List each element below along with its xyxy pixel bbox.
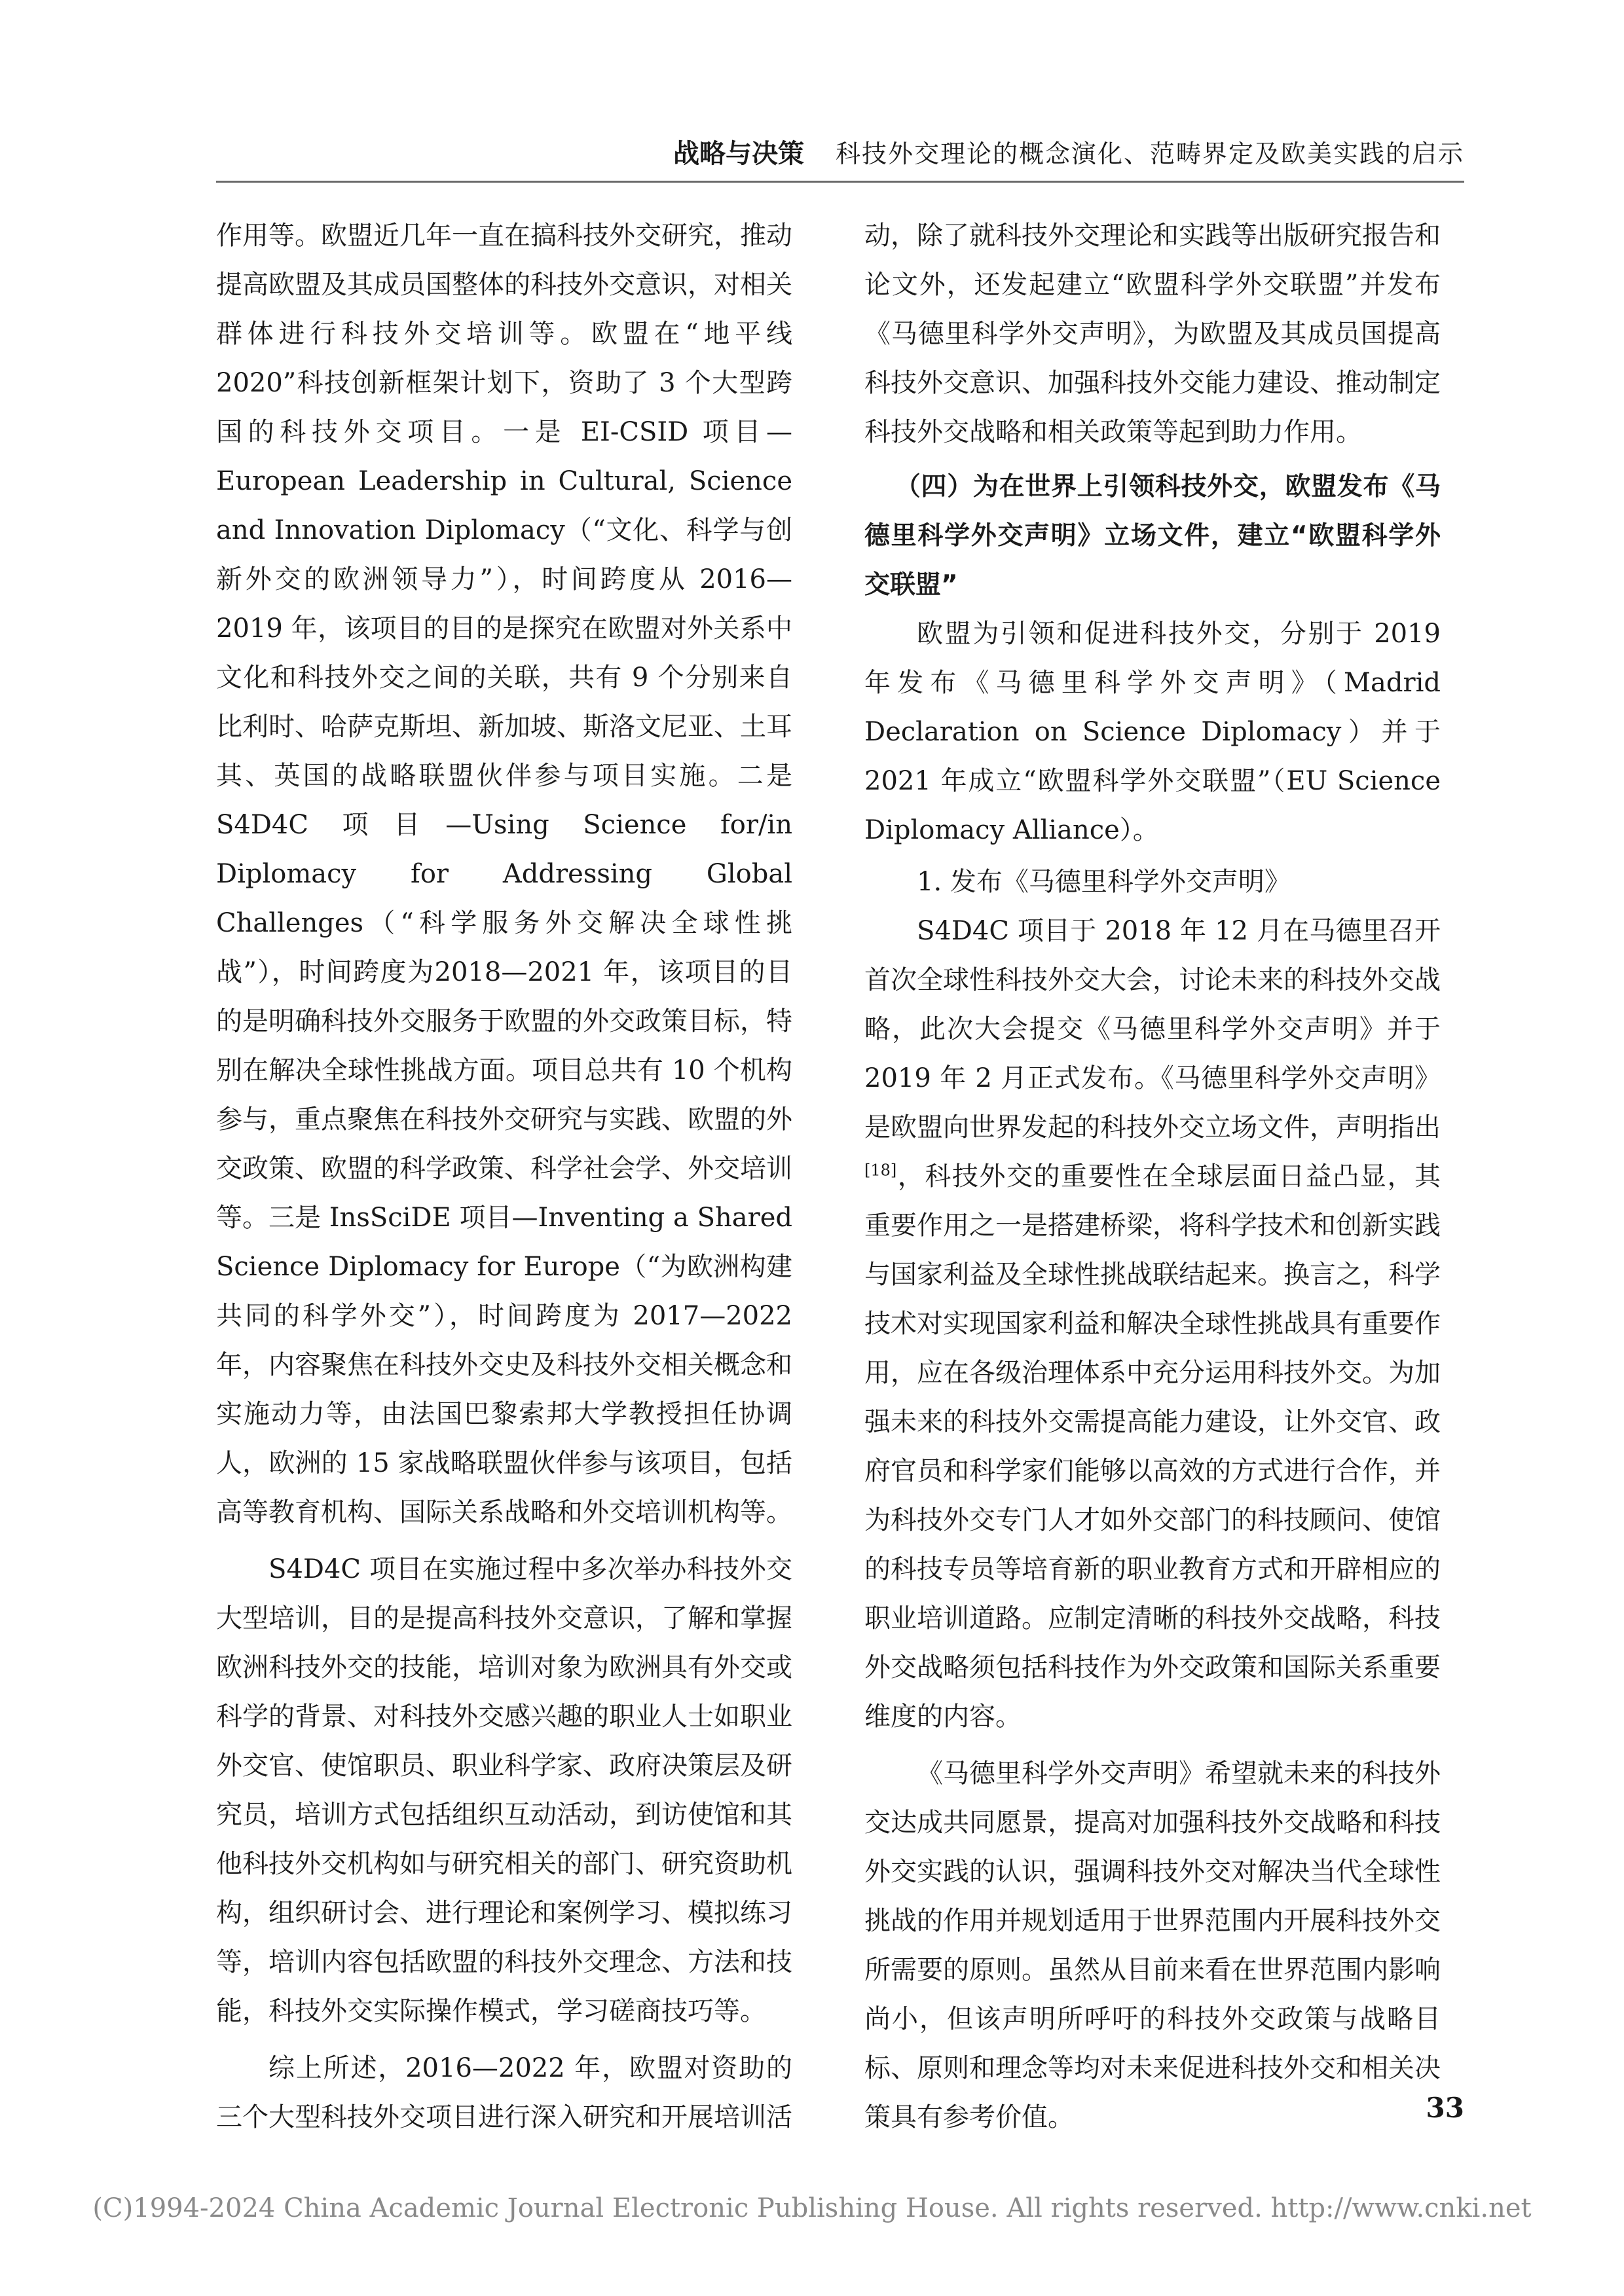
paragraph: 欧盟为引领和促进科技外交，分别于 2019 年发布《马德里科学外交声明》（Madrid Declaration on Science Diplomacy）并于 2021 年成立“欧盟科学外交联盟”（EU Science Diplomacy Alliance）。 — [864, 619, 1441, 845]
paragraph-text: ，科技外交的重要性在全球层面日益凸显，其重要作用之一是搭建桥梁，将科学技术和创新实践与国家利益及全球性挑战联结起来。换言之，科学技术对实现国家利益和解决全球性挑战具有重要作用，应在各级治理体系中充分运用科技外交。为加强未来的科技外交需提高能力建设，让外交官、政府官员和科学家们能够以高效的方式进行合作，并为科技外交专门人才如外交部门的科技顾问、使馆的科技专员等培育新的职业教育方式和开辟相应的职业培训道路。应制定清晰的科技外交战略，科技外交战略须包括科技作为外交政策和国际关系重要维度的内容。 — [864, 1161, 1441, 1732]
journal-section: 战略与决策 — [673, 138, 804, 169]
header-rule — [216, 181, 1464, 183]
article-title: 科技外交理论的概念演化、范畴界定及欧美实践的启示 — [835, 139, 1464, 168]
copyright-footer: (C)1994-2024 China Academic Journal Electronic Publishing House. All rights reserved. http://www.cnki.net — [92, 2193, 1532, 2223]
paragraph: 作用等。欧盟近几年一直在搞科技外交研究，推动提高欧盟及其成员国整体的科技外交意识，对相关群体进行科技外交培训等。欧盟在“地平线2020”科技创新框架计划下，资助了 3 个大型跨国的科技外交项目。一是 EI-CSID 项目—European Leadership in Cultural, Science and Innovation Diplomacy（“文化、科学与创新外交的欧洲领导力”），时间跨度从 2016—2019 年，该项目的目的是探究在欧盟对外关系中文化和科技外交之间的关联，共有 9 个分别来自比利时、哈萨克斯坦、新加坡、斯洛文尼亚、土耳其、英国的战略联盟伙伴参与项目实施。二是 S4D4C 项目—Using Science for/in Diplomacy for Addressing Global Challenges（“科学服务外交解决全球性挑战”），时间跨度为2018—2021 年，该项目的目的是明确科技外交服务于欧盟的外交政策目标，特别在解决全球性挑战方面。项目总共有 10 个机构参与，重点聚焦在科技外交研究与实践、欧盟的外交政策、欧盟的科学政策、科学社会学、外交培训等。三是 InsSciDE 项目—Inventing a Shared Science Diplomacy for Europe（“为欧洲构建共同的科学外交”），时间跨度为 2017—2022 年，内容聚焦在科技外交史及科技外交相关概念和实施动力等，由法国巴黎索邦大学教授担任协调人，欧洲的 15 家战略联盟伙伴参与该项目，包括高等教育机构、国际关系战略和外交培训机构等。 — [216, 221, 792, 1527]
running-header — [216, 130, 1464, 173]
paragraph: 综上所述，2016—2022 年，欧盟对资助的三个大型科技外交项目进行深入研究和开展培训活 — [216, 2053, 792, 2132]
paragraph: S4D4C 项目在实施过程中多次举办科技外交大型培训，目的是提高科技外交意识，了解和掌握欧洲科技外交的技能，培训对象为欧洲具有外交或科学的背景、对科技外交感兴趣的职业人士如职业外交官、使馆职员、职业科学家、政府决策层及研究员，培训方式包括组织互动活动，到访使馆和其他科技外交机构如与研究相关的部门、研究资助机构，组织研讨会、进行理论和案例学习、模拟练习等，培训内容包括欧盟的科技外交理念、方法和技能，科技外交实际操作模式，学习磋商技巧等。 — [216, 1554, 792, 2026]
section-heading: （四）为在世界上引领科技外交，欧盟发布《马德里科学外交声明》立场文件，建立“欧盟科学外交联盟” — [864, 472, 1441, 600]
subsection-heading: 1. 发布《马德里科学外交声明》 — [917, 867, 1291, 897]
paragraph: 动，除了就科技外交理论和实践等出版研究报告和论文外，还发起建立“欧盟科学外交联盟”并发布《马德里科学外交声明》，为欧盟及其成员国提高科技外交意识、加强科技外交能力建设、推动制定科技外交战略和相关政策等起到助力作用。 — [864, 221, 1441, 447]
page-number: 33 — [1426, 2092, 1464, 2124]
paragraph-text: S4D4C 项目于 2018 年 12 月在马德里召开首次全球性科技外交大会，讨论未来的科技外交战略，此次大会提交《马德里科学外交声明》并于2019 年 2 月正式发布。《马德里科学外交声明》是欧盟向世界发起的科技外交立场文件，声明指出 — [864, 916, 1441, 1142]
paragraph: 《马德里科学外交声明》希望就未来的科技外交达成共同愿景，提高对加强科技外交战略和科技外交实践的认识，强调科技外交对解决当代全球性挑战的作用并规划适用于世界范围内开展科技外交所需要的原则。虽然从目前来看在世界范围内影响尚小，但该声明所呼吁的科技外交政策与战略目标、原则和理念等均对未来促进科技外交和相关决策具有参考价值。 — [864, 1758, 1441, 2132]
left-column — [216, 211, 792, 2142]
right-column — [864, 211, 1441, 2142]
paragraph — [864, 907, 1441, 1741]
citation-ref[interactable]: [18] — [864, 1161, 897, 1180]
